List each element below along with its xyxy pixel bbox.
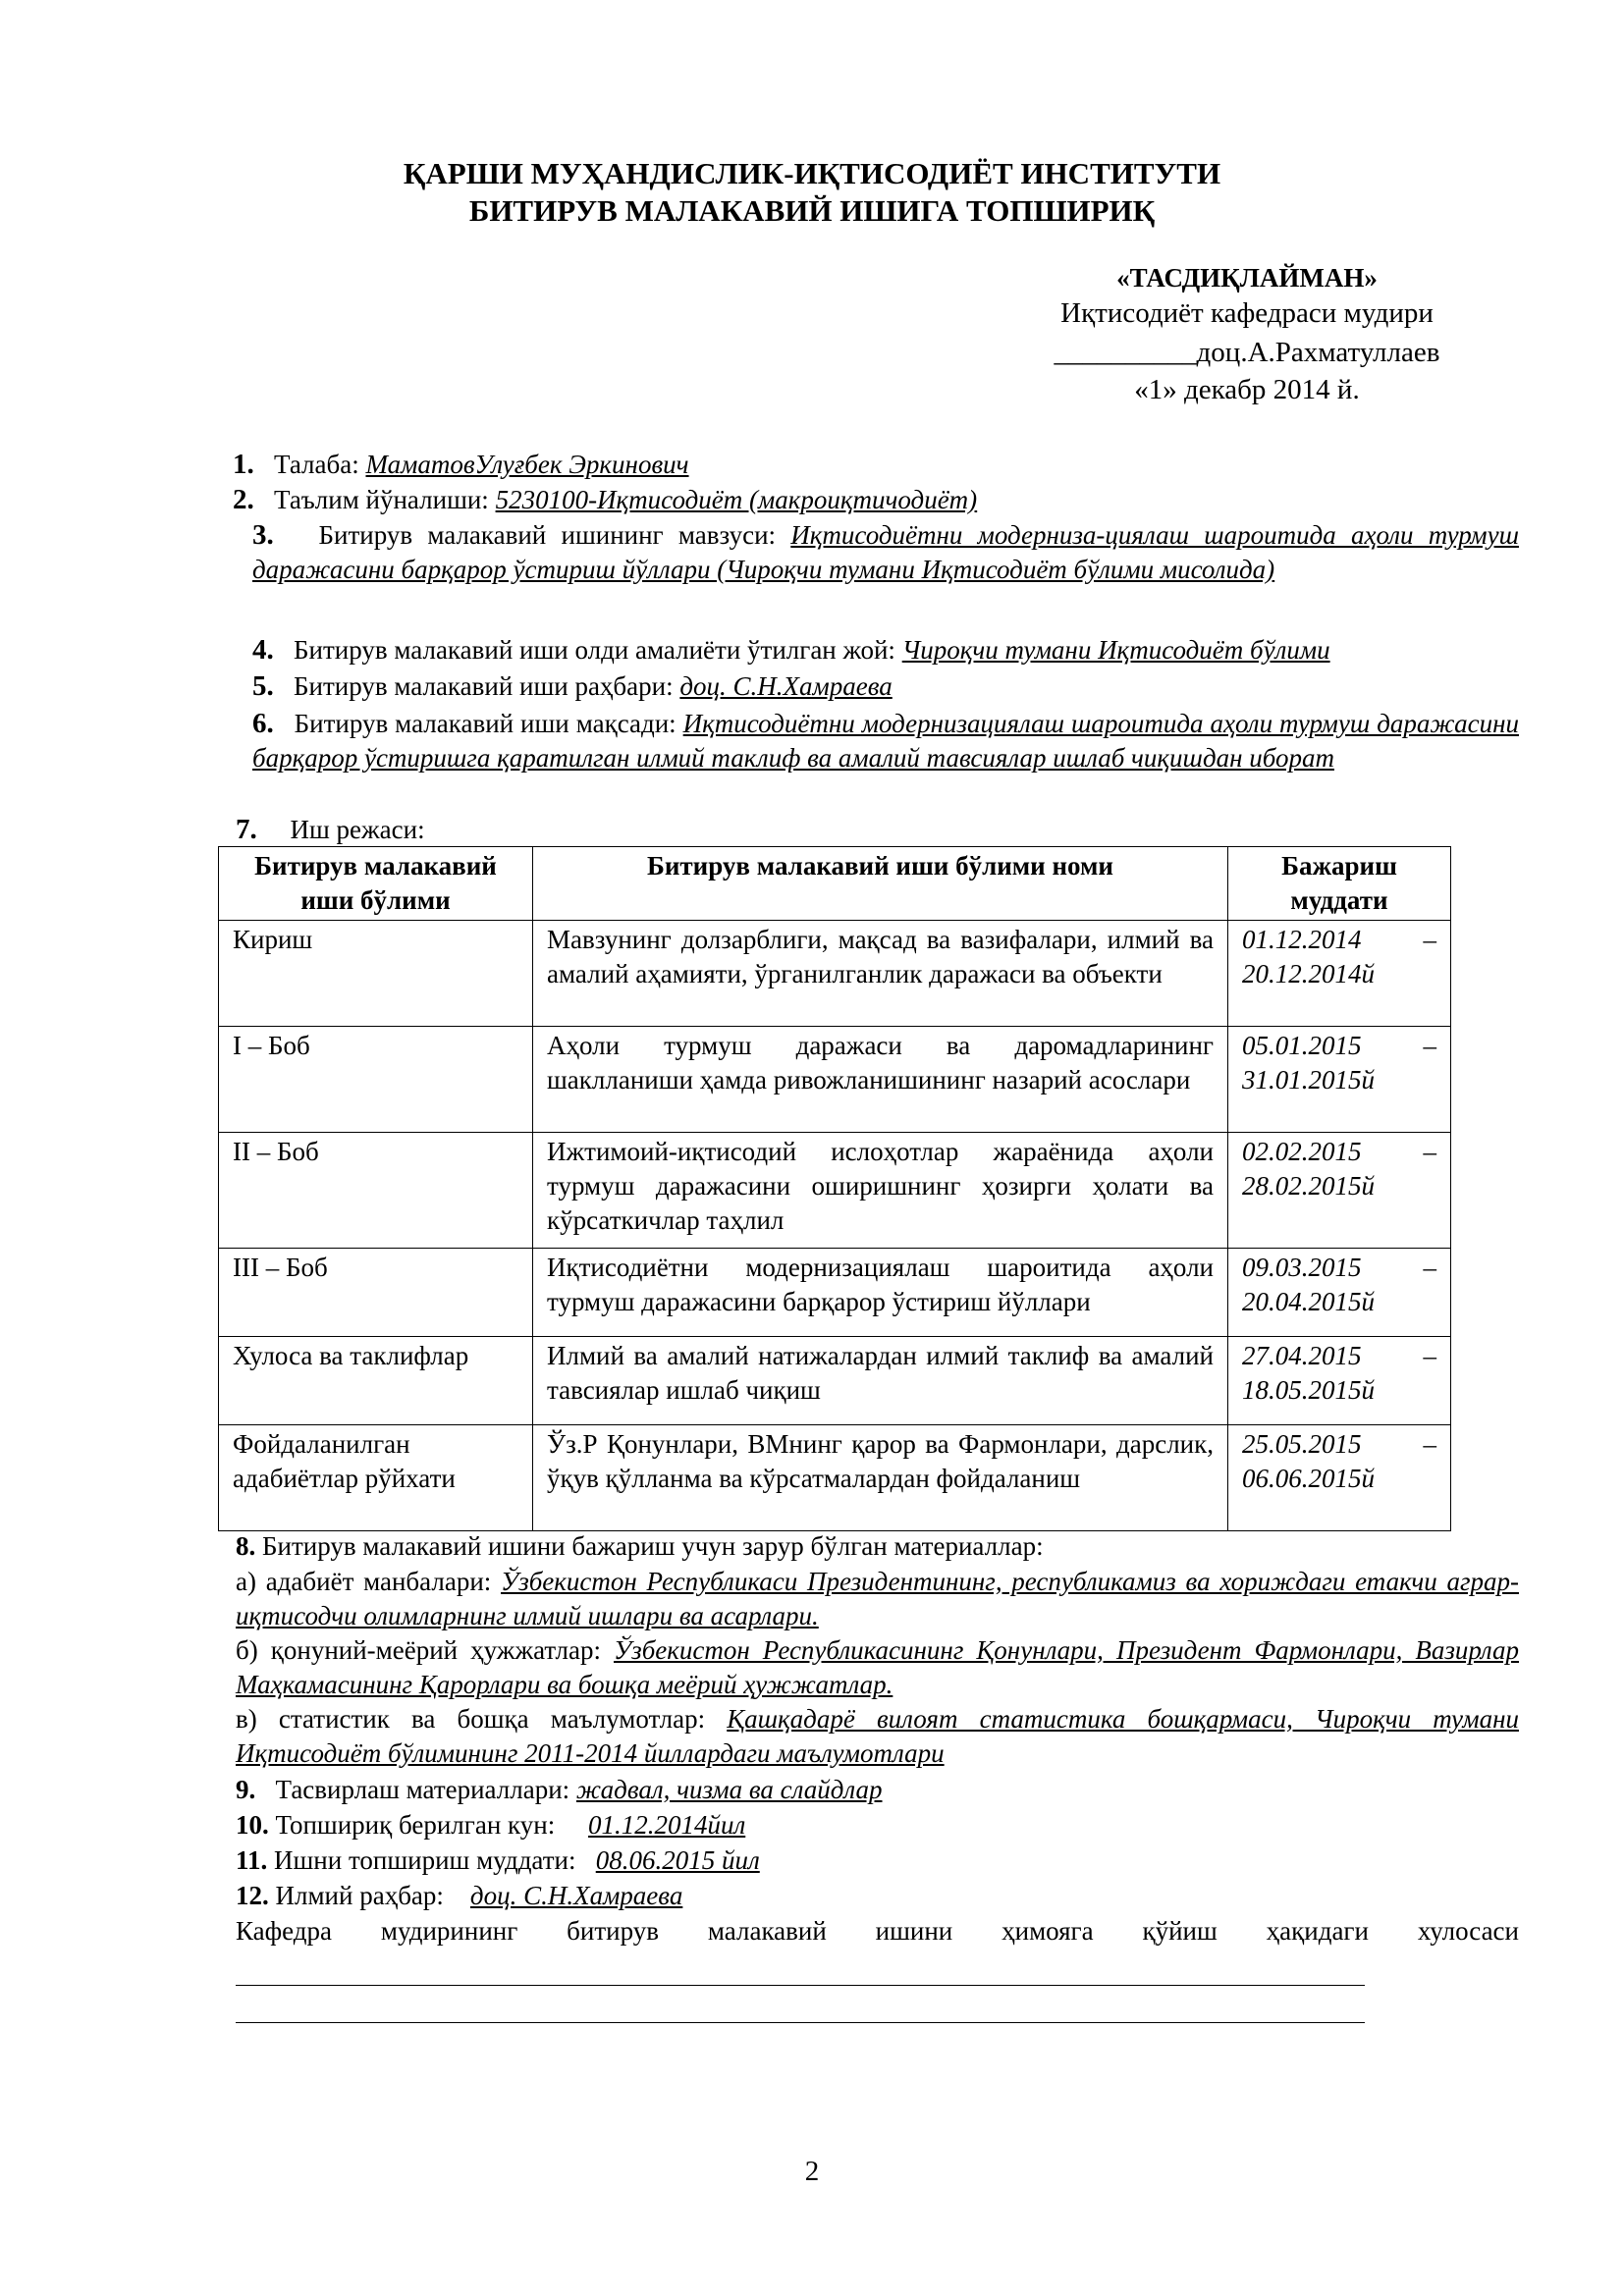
item-scientific-supervisor: 12. Илмий раҳбар: доц. С.Н.Хамраева [236, 1881, 683, 1910]
row-deadline: 25.05.2015 – 06.06.2015й [1228, 1425, 1451, 1531]
row-section: I – Боб [219, 1027, 533, 1133]
row-name: Иқтисодиётни модернизациялаш шароитида аҳоли турмуш даражасини барқарор ўстириш йўллари [533, 1249, 1228, 1337]
approval-position: Иқтисодиёт кафедраси мудири [1060, 297, 1434, 329]
row-deadline: 01.12.2014 – 20.12.2014й [1228, 921, 1451, 1027]
item-topic: 3. Битирув малакавий ишининг мавзуси: Иқтисодиётни модерниза-циялаш шароитида аҳоли турмуш даражасини барқарор ўстириш йўллари (Чироқчи тумани Иқтисодиёт бўлими мисолида) [252, 519, 1520, 584]
item-practice-place: 4. Битирув малакавий иши олди амалиёти ўтилган жой: Чироқчи тумани Иқтисодиёт бўлими [252, 634, 1330, 666]
approval-date: «1» декабр 2014 й. [1134, 374, 1360, 405]
materials-literature: а) адабиёт манбалари: Ўзбекистон Республикаси Президентининг, республикамиз ва хориждаги етакчи аграр-иқтисодчи олимларнинг илмий ишлари ва асарлари. [236, 1567, 1519, 1630]
item-illustrations: 9. Тасвирлаш материаллари: жадвал, чизма ва слайдлар [236, 1775, 883, 1804]
page-number: 2 [804, 2156, 820, 2187]
row-name: Аҳоли турмуш даражаси ва даромадларининг шаклланиши ҳамда ривожланишининг назарий асослари [533, 1027, 1228, 1133]
item-issue-date: 10. Топшириқ берилган кун: 01.12.2014йил [236, 1810, 746, 1840]
table-row [219, 1133, 1451, 1249]
work-plan-table [218, 846, 1451, 1531]
task-title: БИТИРУВ МАЛАКАВИЙ ИШИГА ТОПШИРИҚ [468, 193, 1156, 228]
row-section: Фойдаланилган адабиётлар рўйхати [219, 1425, 533, 1531]
department-conclusion: Кафедра мудирининг битирув малакавий ишини ҳимояга қўйиш ҳақидаги хулосаси [236, 1916, 1519, 1946]
row-section: II – Боб [219, 1133, 533, 1249]
row-deadline: 02.02.2015 – 28.02.2015й [1228, 1133, 1451, 1249]
table-row [219, 1249, 1451, 1337]
materials-legal-documents: б) қонуний-меёрий ҳужжатлар: Ўзбекистон Республикасининг Қонунлари, Президент Фармонлари, Вазирлар Маҳкамасининг Қарорлари ва бошқа меёрий ҳужжатлар. [236, 1635, 1519, 1699]
header-section: Битирув малакавий иши бўлими [219, 847, 533, 921]
table-row [219, 1027, 1451, 1133]
table-row [219, 1425, 1451, 1531]
row-deadline: 27.04.2015 – 18.05.2015й [1228, 1337, 1451, 1425]
row-section: Кириш [219, 921, 533, 1027]
row-section: III – Боб [219, 1249, 533, 1337]
row-deadline: 09.03.2015 – 20.04.2015й [1228, 1249, 1451, 1337]
row-name: Ўз.Р Қонунлари, ВМнинг қарор ва Фармонлари, дарслик, ўқув қўлланма ва кўрсатмалардан фойдаланиш [533, 1425, 1228, 1531]
item-submission-deadline: 11. Ишни топшириш муддати: 08.06.2015 йил [236, 1845, 760, 1875]
item-supervisor: 5. Битирув малакавий иши раҳбари: доц. С.Н.Хамраева [252, 670, 893, 702]
header-deadline: Бажариш муддати [1228, 847, 1451, 921]
item-work-plan: 7. Иш режаси: [236, 814, 425, 845]
institute-title: ҚАРШИ МУҲАНДИСЛИК-ИҚТИСОДИЁТ ИНСТИТУТИ [403, 156, 1221, 190]
conclusion-line-2 [236, 2022, 1365, 2023]
item-materials: 8. Битирув малакавий ишини бажариш учун зарур бўлган материаллар: [236, 1531, 1044, 1561]
header-section-name: Битирув малакавий иши бўлими номи [533, 847, 1228, 921]
approval-stamp: «ТАСДИҚЛАЙМАН» [1116, 263, 1378, 293]
item-student: 1. Талаба: МаматовУлуғбек Эркинович [233, 449, 689, 480]
materials-statistics: в) статистик ва бошқа маълумотлар: Қашқадарё вилоят статистика бошқармаси, Чироқчи тумани Иқтисодиёт бўлимининг 2011-2014 йиллардаги маълумотлари [236, 1704, 1519, 1768]
row-name: Илмий ва амалий натижалардан илмий таклиф ва амалий тавсиялар ишлаб чиқиш [533, 1337, 1228, 1425]
row-name: Мавзунинг долзарблиги, мақсад ва вазифалари, илмий ва амалий аҳамияти, ўрганилганлик даражаси ва объекти [533, 921, 1228, 1027]
conclusion-line-1 [236, 1985, 1365, 1986]
item-goal: 6. Битирув малакавий иши мақсади: Иқтисодиётни модернизациялаш шароитида аҳоли турмуш даражасини барқарор ўстиришга қаратилган илмий таклиф ва амалий тавсиялар ишлаб чиқишдан иборат [252, 708, 1519, 773]
table-row [219, 1337, 1451, 1425]
row-section: Хулоса ва таклифлар [219, 1337, 533, 1425]
table-header-row [219, 847, 1451, 921]
row-deadline: 05.01.2015 – 31.01.2015й [1228, 1027, 1451, 1133]
table-row [219, 921, 1451, 1027]
approval-signature: __________доц.А.Рахматуллаев [1054, 337, 1440, 368]
row-name: Ижтимоий-иқтисодий ислоҳотлар жараёнида аҳоли турмуш даражасини оширишнинг ҳозирги ҳолати ва кўрсаткичлар таҳлил [533, 1133, 1228, 1249]
item-direction: 2. Таълим йўналиши: 5230100-Иқтисодиёт (макроиқтичодиёт) [233, 484, 978, 515]
